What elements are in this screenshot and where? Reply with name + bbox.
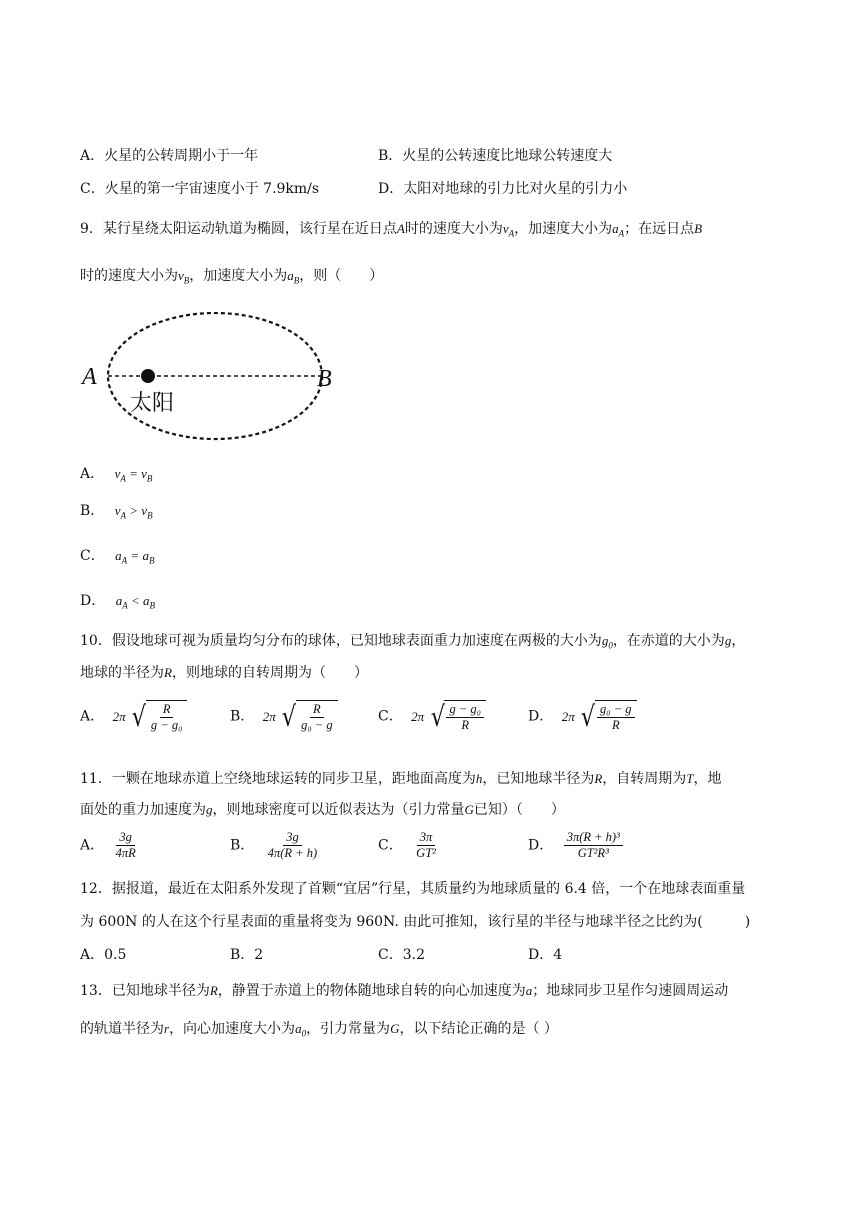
q12-option-b: B．2	[230, 947, 264, 963]
q9-symbol-va: $v_A$	[502, 221, 515, 239]
q12-option-c: C．3.2	[378, 947, 425, 963]
q13-symbol-a0: $a_0$	[295, 1021, 307, 1039]
q10-stem-line1	[80, 632, 745, 655]
sqrt-expression: √ $\frac{R}{\text{g − g₀}}$	[130, 700, 187, 733]
q13-symbol-a: a	[525, 983, 533, 998]
q13-text: 的轨道半径为	[80, 1021, 164, 1037]
q11-option-d	[528, 830, 623, 861]
q13-text: ，引力常量为	[306, 1021, 391, 1037]
q12-option-d: D．4	[528, 947, 563, 963]
q11-option-c	[378, 830, 439, 861]
sqrt-expression: √ $\frac{R}{\text{g₀ − g}}$	[280, 700, 337, 733]
q10-symbol-g: g	[724, 633, 732, 648]
q13-stem-line1	[80, 982, 728, 1000]
q9-symbol-b: B	[694, 221, 703, 236]
q11-text: ，自转周期为	[602, 771, 687, 787]
q13-text: ，向心加速度大小为	[169, 1021, 296, 1037]
point-a-label: A	[82, 364, 97, 390]
q9-option-c-expr: $a_A = a_B$	[115, 548, 155, 566]
q8-option-c: C．火星的第一宇宙速度小于 7.9km/s	[80, 181, 320, 197]
q13-text: ，静置于赤道上的物体随地球自转的向心加速度为	[217, 983, 526, 999]
orbit-svg	[80, 312, 350, 442]
option-prefix: D．	[80, 593, 106, 609]
q11-option-a-frac: $\frac{3g}{4\pi R}$	[115, 830, 136, 860]
q9-option-b-expr: $v_A > v_B$	[114, 503, 153, 521]
q10-option-d	[528, 700, 637, 733]
q11-stem-line1	[80, 770, 722, 788]
q11-option-a	[80, 830, 139, 861]
q9-option-d-expr: $a_A < a_B$	[115, 593, 155, 611]
q9-text: ，加速度大小为	[189, 268, 288, 284]
q10-text: ，	[731, 633, 746, 649]
q10-symbol-r: R	[164, 665, 172, 680]
q12-stem-line2: 为 600N 的人在这个行星表面的重量将变为 960N. 由此可推知，该行星的半径与地球半径之比约为( )	[80, 914, 751, 930]
coef: 2π	[112, 708, 126, 724]
q12-stem-line1: 12．据报道，最近在太阳系外发现了首颗“宜居”行星，其质量约为地球质量的 6.4 倍，一个在地球表面重量	[80, 881, 746, 897]
q13-symbol-g: G	[390, 1021, 400, 1036]
option-prefix: C．	[378, 708, 403, 725]
q10-option-c	[378, 700, 486, 733]
option-prefix: B．	[80, 503, 105, 519]
q11-text: 已知）（ ）	[473, 802, 565, 818]
q9-text: ；在远日点	[624, 221, 695, 237]
q13-symbol-r: R	[209, 983, 218, 998]
option-prefix: A．	[80, 708, 105, 725]
q9-option-a-expr: $v_A = v_B$	[114, 466, 153, 484]
q11-text: 面处的重力加速度为	[80, 802, 206, 818]
option-prefix: A．	[80, 466, 105, 482]
sqrt-expression: √ $\frac{\text{g₀ − g}}{R}$	[579, 700, 636, 733]
q11-text: 11．一颗在地球赤道上空绕地球运转的同步卫星，距地面高度为	[80, 771, 476, 787]
q9-option-c	[80, 547, 154, 570]
coef: 2π	[262, 708, 276, 724]
q8-option-a: A．火星的公转周期小于一年	[80, 148, 259, 164]
q10-stem-line2	[80, 664, 368, 682]
q11-stem-line2	[80, 801, 565, 819]
q10-option-a	[80, 700, 187, 733]
q13-stem-line2	[80, 1020, 558, 1043]
q12-option-a: A．0.5	[80, 947, 127, 963]
q9-option-a	[80, 465, 152, 488]
sun-dot	[141, 369, 155, 383]
q11-symbol-gconst: G	[464, 802, 474, 817]
q9-stem-line2	[80, 267, 383, 290]
q9-text: 9．某行星绕太阳运动轨道为椭圆，该行星在近日点	[80, 221, 397, 237]
q10-text: 地球的半径为	[80, 665, 164, 681]
q10-text: ，则地球的自转周期为（ ）	[171, 665, 368, 681]
q8-option-d: D．太阳对地球的引力比对火星的引力小	[378, 181, 628, 197]
option-prefix: C．	[80, 548, 105, 564]
q11-symbol-r: R	[594, 771, 603, 786]
q9-option-d	[80, 592, 155, 615]
sqrt-expression: √ $\frac{\text{g − g₀}}{R}$	[429, 700, 486, 733]
q10-text: 10．假设地球可视为质量均匀分布的球体，已知地球表面重力加速度在两极的大小为	[80, 633, 602, 649]
q13-symbol-orbit-r: r	[164, 1021, 170, 1036]
option-prefix: C．	[378, 837, 403, 854]
option-prefix: D．	[528, 708, 554, 725]
coef: 2π	[561, 708, 575, 724]
q11-text: ，则地球密度可以近似表达为（引力常量	[212, 802, 465, 818]
option-prefix: D．	[528, 837, 554, 854]
q10-text: ，在赤道的大小为	[612, 633, 725, 649]
q11-option-d-frac: $\frac{\text{3π(R + h)³}}{\text{GT²R³}}$	[564, 830, 623, 861]
q9-text: ，加速度大小为	[514, 221, 613, 237]
q9-symbol-vb: $v_B$	[178, 268, 190, 286]
q9-symbol-ab: $a_B$	[287, 268, 300, 286]
option-prefix: B．	[230, 837, 255, 854]
q9-text: 时的速度大小为	[404, 221, 503, 237]
q13-text: 13．已知地球半径为	[80, 983, 210, 999]
q9-stem-line1	[80, 220, 702, 243]
q10-option-b	[230, 700, 338, 733]
orbit-diagram	[80, 312, 350, 442]
q13-text: ；地球同步卫星作匀速圆周运动	[532, 983, 729, 999]
option-prefix: B．	[230, 708, 255, 725]
q11-symbol-h: h	[475, 771, 483, 786]
q11-option-b	[230, 830, 320, 861]
q11-symbol-g: g	[206, 802, 213, 817]
q11-option-c-frac: $\frac{3\pi}{\text{GT²}}$	[416, 830, 436, 860]
q9-text: ，则（ ）	[299, 268, 384, 284]
q9-option-b	[80, 502, 153, 525]
q9-symbol-aa: $a_A$	[612, 221, 625, 239]
q11-text: ，地	[693, 771, 722, 787]
option-prefix: A．	[80, 837, 105, 854]
q9-symbol-a: A	[396, 221, 405, 236]
point-b-label: B	[317, 366, 332, 392]
q13-text: ，以下结论正确的是（ ）	[399, 1021, 558, 1037]
coef: 2π	[411, 708, 425, 724]
q8-option-b: B．火星的公转速度比地球公转速度大	[378, 148, 613, 164]
q11-text: ，已知地球半径为	[482, 771, 595, 787]
q11-option-b-frac: $\frac{3g}{4\pi(R + h)}$	[267, 830, 318, 860]
q10-symbol-g0: $g_0$	[601, 633, 613, 651]
q9-text: 时的速度大小为	[80, 268, 178, 284]
sun-label: 太阳	[130, 391, 175, 416]
q11-symbol-t: T	[686, 771, 694, 786]
